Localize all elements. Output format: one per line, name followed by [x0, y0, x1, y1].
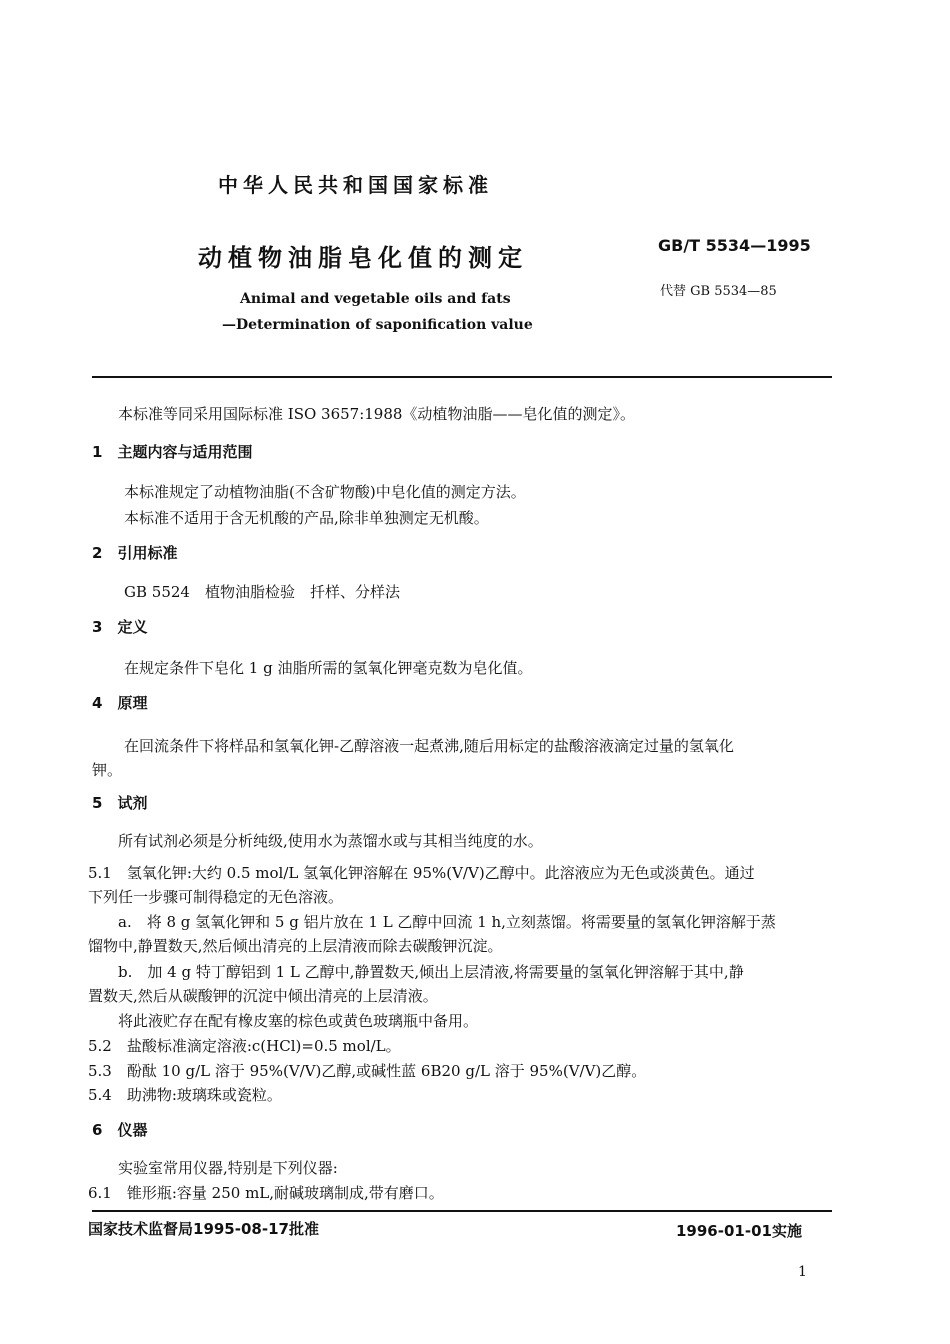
org-title: 中华人民共和国国家标准 [218, 173, 493, 197]
section-title: 定义 [117, 618, 148, 636]
footer-divider [92, 1210, 832, 1212]
clause-5-3: 5.3 酚酞 10 g/L 溶于 95%(V/V)乙醇,或碱性蓝 6B20 g/L 溶于 95%(V/V)乙醇。 [88, 1062, 647, 1080]
section-5-heading [92, 793, 147, 813]
header-divider [92, 376, 832, 378]
section-2-heading [92, 543, 177, 563]
english-title-line2: —Determination of saponification value [222, 317, 533, 333]
clause-5-2: 5.2 盐酸标准滴定溶液:c(HCl)=0.5 mol/L。 [88, 1037, 401, 1055]
section-number: 3 [92, 618, 103, 636]
replaces-standard: 代替 GB 5534—85 [660, 284, 777, 299]
section-number: 5 [92, 794, 103, 812]
storage-note: 将此液贮存在配有橡皮塞的棕色或黄色玻璃瓶中备用。 [118, 1012, 479, 1030]
paragraph: 本标准规定了动植物油脂(不含矿物酸)中皂化值的测定方法。 [124, 483, 526, 501]
section-3-heading [92, 617, 147, 637]
standard-number: GB/T 5534—1995 [658, 236, 811, 255]
section-title: 主题内容与适用范围 [117, 443, 253, 461]
item-a: a. 将 8 g 氢氧化钾和 5 g 铝片放在 1 L 乙醇中回流 1 h,立刻蒸馏。将需要量的氢氧化钾溶解于蒸 [118, 913, 776, 931]
paragraph: 在回流条件下将样品和氢氧化钾-乙醇溶液一起煮沸,随后用标定的盐酸溶液滴定过量的氢氧化 [124, 737, 734, 755]
page-number: 1 [798, 1264, 807, 1280]
paragraph: 本标准不适用于含无机酸的产品,除非单独测定无机酸。 [124, 509, 489, 527]
section-1-heading [92, 442, 252, 462]
paragraph: GB 5524 植物油脂检验 扦样、分样法 [124, 583, 400, 601]
paragraph: 钾。 [92, 761, 123, 779]
section-number: 2 [92, 544, 103, 562]
clause-6-1: 6.1 锥形瓶:容量 250 mL,耐碱玻璃制成,带有磨口。 [88, 1184, 444, 1202]
english-title-line1: Animal and vegetable oils and fats [240, 291, 511, 307]
clause-5-4: 5.4 助沸物:玻璃珠或瓷粒。 [88, 1086, 282, 1104]
section-title: 仪器 [117, 1121, 148, 1139]
effective-date: 1996-01-01实施 [676, 1222, 802, 1240]
document-title: 动植物油脂皂化值的测定 [198, 244, 528, 272]
intro-text: 本标准等同采用国际标准 ISO 3657:1988《动植物油脂——皂化值的测定》。 [118, 405, 635, 423]
section-title: 引用标准 [117, 544, 178, 562]
section-number: 6 [92, 1121, 103, 1139]
section-title: 原理 [117, 694, 148, 712]
paragraph: 所有试剂必须是分析纯级,使用水为蒸馏水或与其相当纯度的水。 [118, 832, 543, 850]
clause-5-1: 5.1 氢氧化钾:大约 0.5 mol/L 氢氧化钾溶解在 95%(V/V)乙醇中。此溶液应为无色或淡黄色。通过 [88, 864, 755, 882]
paragraph: 在规定条件下皂化 1 g 油脂所需的氢氧化钾毫克数为皂化值。 [124, 659, 533, 677]
section-number: 4 [92, 694, 103, 712]
item-b-cont: 置数天,然后从碳酸钾的沉淀中倾出清亮的上层清液。 [88, 987, 438, 1005]
section-4-heading [92, 693, 147, 713]
section-title: 试剂 [117, 794, 148, 812]
item-a-cont: 馏物中,静置数天,然后倾出清亮的上层清液而除去碳酸钾沉淀。 [88, 937, 503, 955]
item-b: b. 加 4 g 特丁醇铝到 1 L 乙醇中,静置数天,倾出上层清液,将需要量的氢氧化钾溶解于其中,静 [118, 963, 744, 981]
approval-date: 国家技术监督局1995-08-17批准 [88, 1220, 319, 1238]
clause-5-1-cont: 下列任一步骤可制得稳定的无色溶液。 [88, 888, 344, 906]
section-number: 1 [92, 443, 103, 461]
paragraph: 实验室常用仪器,特别是下列仪器: [118, 1159, 338, 1177]
section-6-heading [92, 1120, 147, 1140]
